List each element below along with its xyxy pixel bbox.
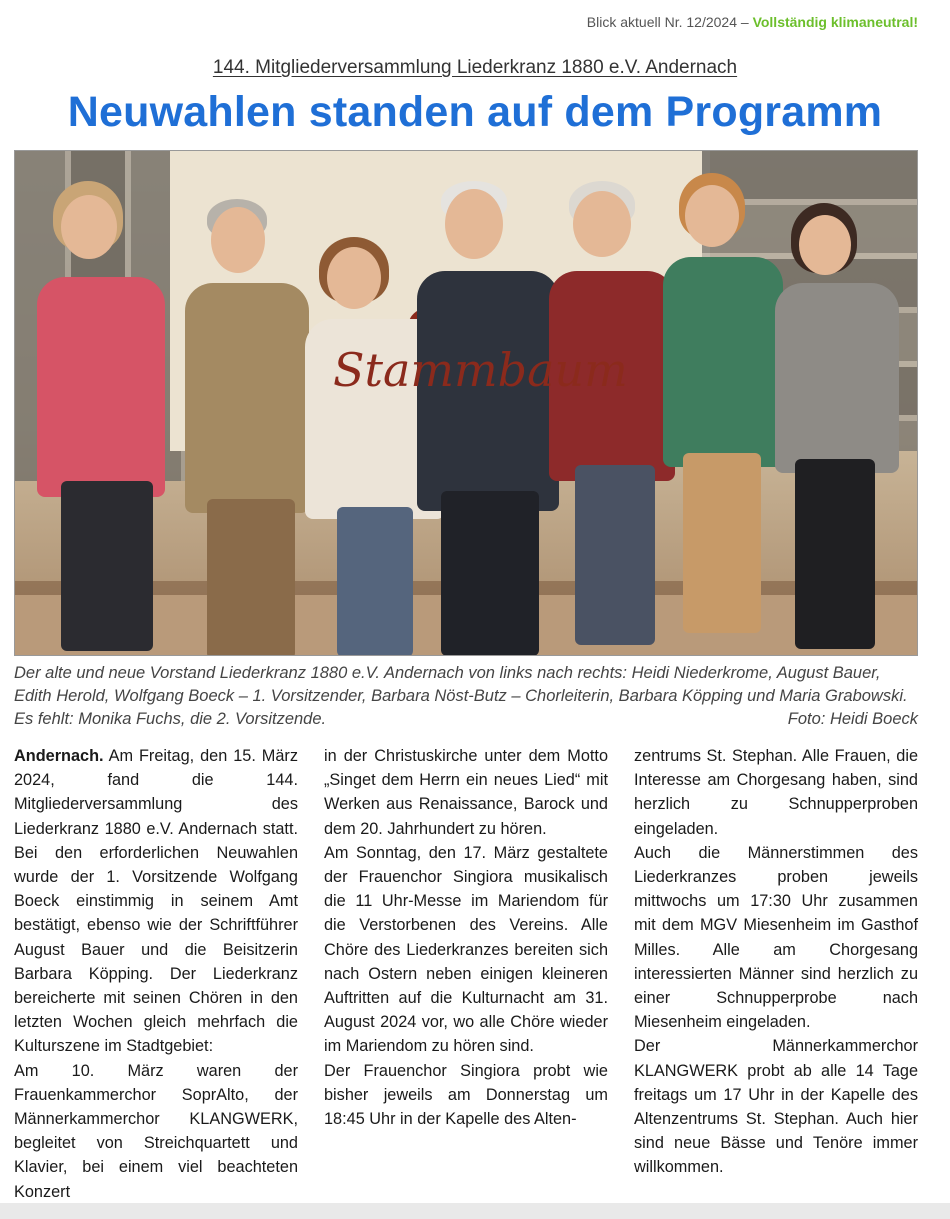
photo-credit: Foto: Heidi Boeck: [787, 710, 918, 728]
paragraph: [14, 744, 298, 1059]
photo-caption: [14, 662, 918, 731]
paragraph: in der Christuskirche unter dem Motto „Singet dem Herrn ein neues Lied“ mit Werken aus Renaissance, Barock und dem 20. Jahrhundert zu hören.: [324, 747, 608, 838]
paragraph: Der Frauenchor Singiora probt wie bisher jeweils am Donnerstag um 18:45 Uhr in der Kapelle des Alten-: [324, 1061, 608, 1129]
paragraph: Auch die Männerstimmen des Liederkranzes proben jeweils mittwochs um 17:30 Uhr zusammen mit dem MGV Miesenheim im Gasthof Milles. Alle am Chorgesang interessierten Männer sind herzlich zu einer Schnupperprobe nach Miesenheim eingeladen.: [634, 843, 918, 1032]
paragraph: Der Männerkammerchor KLANGWERK probt ab alle 14 Tage freitags um 17 Uhr in der Kapelle des Altenzentrums St. Stephan. Auch hier sind neue Bässe und Tenöre immer willkommen.: [634, 1037, 918, 1177]
dateline: Andernach.: [14, 747, 104, 765]
article-body: [14, 744, 918, 1204]
paragraph: Am Sonntag, den 17. März gestaltete der Frauenchor Singiora musikalisch die 11 Uhr-Messe im Mariendom für die Verstorbenen des Vereins. Alle Chöre des Liederkranzes bereiten sich nach Ostern neben einigen kleineren Auftritten auf die Kulturnacht am 31. August 2024 vor, wo alle Chöre wieder im Mariendom zu hören sind.: [324, 843, 608, 1056]
column-2: [324, 744, 608, 1204]
article-headline: Neuwahlen standen auf dem Programm: [67, 88, 883, 136]
photo-sign: Stammbaum: [333, 343, 628, 397]
slogan: Vollständig klimaneutral!: [752, 14, 918, 30]
column-1: [14, 744, 298, 1204]
group-photo: [14, 150, 918, 656]
article-kicker: [0, 57, 950, 79]
paragraph-text: Am Freitag, den 15. März 2024, fand die 144. Mitgliederversammlung des Liederkranz 1880 e.V. Andernach statt. Bei den erforderlichen Neuwahlen wurde der 1. Vorsitzende Wolfgang Boeck einstimmig in seinem Amt bestätigt, ebenso wie der Schriftführer August Bauer und die Beisitzerin Barbara Köpping. Der Liederkranz bereicherte mit seinen Chören in den letzten Wochen gleich mehrfach die Kulturszene im Stadtgebiet:: [14, 747, 298, 1056]
column-3: [634, 744, 918, 1204]
caption-text: Der alte und neue Vorstand Liederkranz 1880 e.V. Andernach von links nach rechts: Heidi Niederkrome, August Bauer, Edith Herold, Wolfgang Boeck – 1. Vorsitzender, Barbara Nöst-Butz – Chorleiterin, Barbara Köpping und Maria Grabowski. Es fehlt: Monika Fuchs, die 2. Vorsitzende.: [14, 664, 908, 728]
paragraph: zentrums St. Stephan. Alle Frauen, die Interesse am Chorgesang haben, sind herzlich zu Schnupperproben eingeladen.: [634, 747, 918, 838]
kicker-text: 144. Mitgliederversammlung Liederkranz 1880 e.V. Andernach: [212, 57, 738, 78]
paragraph: Am 10. März waren der Frauenkammerchor SoprAlto, der Männerkammerchor KLANGWERK, begleitet von Streichquartett und Klavier, bei einem viel beachteten Konzert: [14, 1061, 298, 1201]
issue-label: Blick aktuell Nr. 12/2024 –: [586, 14, 749, 30]
footer-bar: [0, 1203, 950, 1219]
issue-header: [587, 14, 918, 30]
